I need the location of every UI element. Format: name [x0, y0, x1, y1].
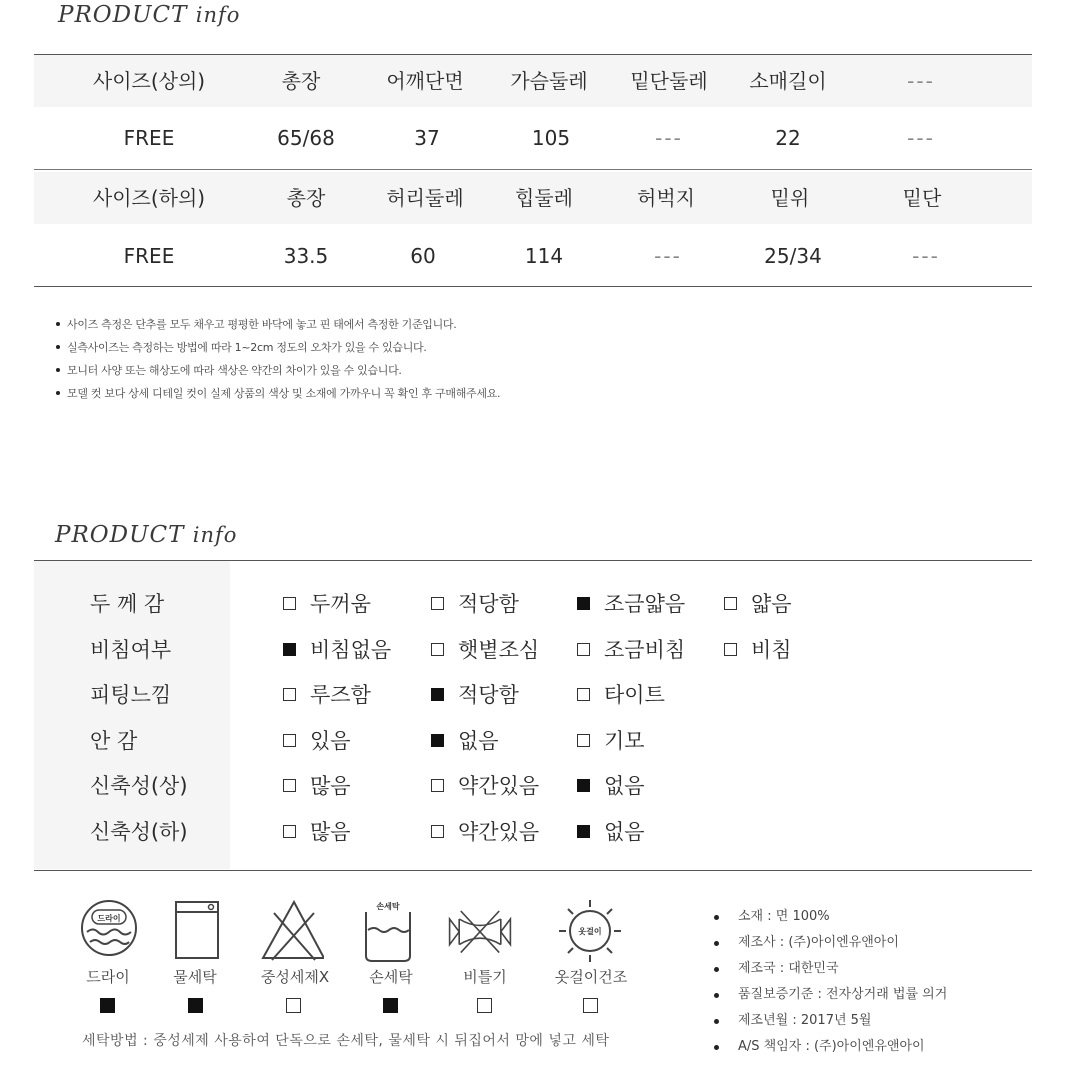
- attribute-option[interactable]: [577, 817, 645, 847]
- attribute-option[interactable]: [577, 680, 665, 710]
- attribute-option[interactable]: [431, 726, 499, 756]
- size-table-top-header: [34, 55, 1032, 107]
- attribute-label: 신축성(하): [90, 820, 188, 844]
- wash-instructions: 세탁방법 : 중성세제 사용하여 단독으로 손세탁, 물세탁 시 뒤집어서 망에 넣고 세탁: [82, 1033, 610, 1049]
- size-notes: [56, 313, 500, 405]
- option-checkbox[interactable]: [577, 643, 590, 656]
- option-checkbox[interactable]: [431, 597, 444, 610]
- divider: [34, 870, 1032, 871]
- value-cell: FREE: [123, 244, 175, 268]
- title-suffix: info: [195, 3, 241, 27]
- option-checkbox[interactable]: [431, 779, 444, 792]
- option-label: 있음: [310, 729, 351, 753]
- value-cell: 60: [410, 244, 436, 268]
- dry-clean-icon: [80, 898, 144, 964]
- attribute-label: 신축성(상): [90, 774, 188, 798]
- option-checkbox[interactable]: [431, 734, 444, 747]
- option-label: 비침: [751, 638, 792, 662]
- spec-item: 소재 : 면 100%: [712, 904, 947, 930]
- attribute-option[interactable]: [283, 817, 351, 847]
- value-cell: ---: [907, 126, 935, 150]
- attribute-option[interactable]: [283, 589, 371, 619]
- value-cell: ---: [655, 126, 683, 150]
- note-item: 모델 컷 보다 상세 디테일 컷이 실제 상품의 색상 및 소재에 가까우니 꼭 확인 후 구매해주세요.: [56, 382, 500, 405]
- size-table-top-row: [34, 112, 1032, 164]
- value-cell: 37: [414, 126, 440, 150]
- icon-text: 옷걸이: [578, 927, 602, 936]
- attribute-option[interactable]: [577, 726, 645, 756]
- spec-item: 제조국 : 대한민국: [712, 956, 947, 982]
- care-checkbox[interactable]: [383, 998, 398, 1013]
- divider: [34, 169, 1032, 170]
- header-cell: 어깨단면: [386, 69, 464, 93]
- title-text: PRODUCT: [55, 522, 185, 548]
- divider: [34, 286, 1032, 287]
- option-label: 없음: [604, 774, 645, 798]
- header-cell: 가슴둘레: [510, 69, 588, 93]
- header-cell: 힙둘레: [515, 186, 573, 210]
- value-cell: 105: [531, 126, 571, 150]
- option-label: 기모: [604, 729, 645, 753]
- title-text: PRODUCT: [58, 2, 188, 28]
- header-cell: 허벅지: [637, 186, 695, 210]
- option-checkbox[interactable]: [283, 688, 296, 701]
- attribute-option[interactable]: [431, 589, 519, 619]
- size-table-bottom-header: [34, 172, 1032, 224]
- spec-item: A/S 책임자 : (주)아이엔유앤아이: [712, 1034, 947, 1060]
- attribute-option[interactable]: [577, 589, 685, 619]
- care-label: 중성세제X: [260, 968, 330, 986]
- option-checkbox[interactable]: [577, 688, 590, 701]
- header-cell: 밑단둘레: [630, 69, 708, 93]
- care-label: 물세탁: [173, 968, 217, 986]
- value-cell: 114: [524, 244, 564, 268]
- option-checkbox[interactable]: [283, 825, 296, 838]
- attribute-option[interactable]: [724, 635, 792, 665]
- attribute-option[interactable]: [283, 726, 351, 756]
- header-cell: 밑위: [770, 186, 810, 210]
- care-checkbox[interactable]: [188, 998, 203, 1013]
- note-item: 사이즈 측정은 단추를 모두 채우고 평평한 바닥에 놓고 핀 태에서 측정한 기준입니다.: [56, 313, 500, 336]
- value-cell: ---: [654, 244, 682, 268]
- header-cell: 총장: [281, 69, 321, 93]
- attribute-option[interactable]: [724, 589, 792, 619]
- spec-item: 품질보증기준 : 전자상거래 법률 의거: [712, 982, 947, 1008]
- option-checkbox[interactable]: [283, 597, 296, 610]
- value-cell: ---: [912, 244, 940, 268]
- header-cell: 허리둘레: [386, 186, 464, 210]
- option-checkbox[interactable]: [577, 825, 590, 838]
- option-label: 비침없음: [310, 638, 392, 662]
- option-checkbox[interactable]: [577, 734, 590, 747]
- header-cell: 소매길이: [749, 69, 827, 93]
- option-checkbox[interactable]: [431, 825, 444, 838]
- size-table-bottom-row: [34, 230, 1032, 282]
- icon-text: 손세탁: [376, 902, 400, 911]
- option-label: 약간있음: [458, 774, 540, 798]
- care-label: 비틀기: [463, 968, 507, 986]
- value-cell: FREE: [123, 126, 175, 150]
- care-label: 손세탁: [369, 968, 413, 986]
- option-label: 타이트: [604, 683, 665, 707]
- attribute-option[interactable]: [431, 680, 519, 710]
- header-cell: 밑단: [902, 186, 942, 210]
- option-label: 약간있음: [458, 820, 540, 844]
- note-item: 모니터 사양 또는 해상도에 따라 색상은 약간의 차이가 있을 수 있습니다.: [56, 359, 500, 382]
- attribute-label: 피팅느낌: [90, 683, 172, 707]
- value-cell: 33.5: [283, 244, 329, 268]
- header-cell: 사이즈(하의): [92, 186, 206, 210]
- spec-item: 제조사 : (주)아이엔유앤아이: [712, 930, 947, 956]
- header-cell: ---: [907, 69, 935, 93]
- icon-text: 드라이: [97, 914, 121, 923]
- hand-wash-icon: [362, 898, 426, 964]
- note-item: 실측사이즈는 측정하는 방법에 따라 1~2cm 정도의 오차가 있을 수 있습니다.: [56, 336, 500, 359]
- option-label: 많음: [310, 774, 351, 798]
- value-cell: 65/68: [277, 126, 335, 150]
- option-checkbox[interactable]: [724, 597, 737, 610]
- hanger-dry-icon: [558, 898, 622, 964]
- washing-machine-icon: [172, 898, 236, 964]
- product-spec-list: [712, 904, 947, 1060]
- option-label: 많음: [310, 820, 351, 844]
- attribute-option[interactable]: [283, 771, 351, 801]
- product-info-title-2: [55, 522, 237, 548]
- option-label: 조금얇음: [604, 592, 686, 616]
- attribute-option[interactable]: [283, 635, 391, 665]
- header-cell: 총장: [286, 186, 326, 210]
- option-label: 두꺼움: [310, 592, 371, 616]
- no-neutral-detergent-icon: [260, 898, 324, 964]
- value-cell: 22: [775, 126, 801, 150]
- option-label: 루즈함: [310, 683, 371, 707]
- option-label: 적당함: [458, 683, 519, 707]
- option-label: 햇볕조심: [458, 638, 540, 662]
- care-checkbox[interactable]: [286, 998, 301, 1013]
- value-cell: 25/34: [764, 244, 822, 268]
- attribute-label: 비침여부: [90, 638, 172, 662]
- care-checkbox[interactable]: [477, 998, 492, 1013]
- attribute-option[interactable]: [283, 680, 371, 710]
- option-checkbox[interactable]: [283, 779, 296, 792]
- attribute-option[interactable]: [577, 771, 645, 801]
- care-checkbox[interactable]: [583, 998, 598, 1013]
- product-info-title-1: [58, 2, 240, 28]
- care-label: 옷걸이건조: [554, 968, 628, 986]
- header-cell: 사이즈(상의): [92, 69, 206, 93]
- attribute-option[interactable]: [431, 771, 539, 801]
- option-checkbox[interactable]: [283, 643, 296, 656]
- spec-item: 제조년월 : 2017년 5월: [712, 1008, 947, 1034]
- option-label: 없음: [604, 820, 645, 844]
- option-label: 적당함: [458, 592, 519, 616]
- attribute-label: 안 감: [90, 729, 138, 753]
- attribute-option[interactable]: [577, 635, 685, 665]
- option-checkbox[interactable]: [431, 643, 444, 656]
- option-checkbox[interactable]: [283, 734, 296, 747]
- care-label: 드라이: [86, 968, 130, 986]
- option-label: 얇음: [751, 592, 792, 616]
- attribute-option[interactable]: [431, 817, 539, 847]
- option-checkbox[interactable]: [431, 688, 444, 701]
- option-label: 조금비침: [604, 638, 686, 662]
- care-checkbox[interactable]: [100, 998, 115, 1013]
- option-checkbox[interactable]: [724, 643, 737, 656]
- title-suffix: info: [192, 523, 238, 547]
- option-checkbox[interactable]: [577, 779, 590, 792]
- attribute-label: 두 께 감: [90, 592, 165, 616]
- no-wringing-icon: [448, 898, 512, 964]
- option-label: 없음: [458, 729, 499, 753]
- option-checkbox[interactable]: [577, 597, 590, 610]
- attribute-option[interactable]: [431, 635, 539, 665]
